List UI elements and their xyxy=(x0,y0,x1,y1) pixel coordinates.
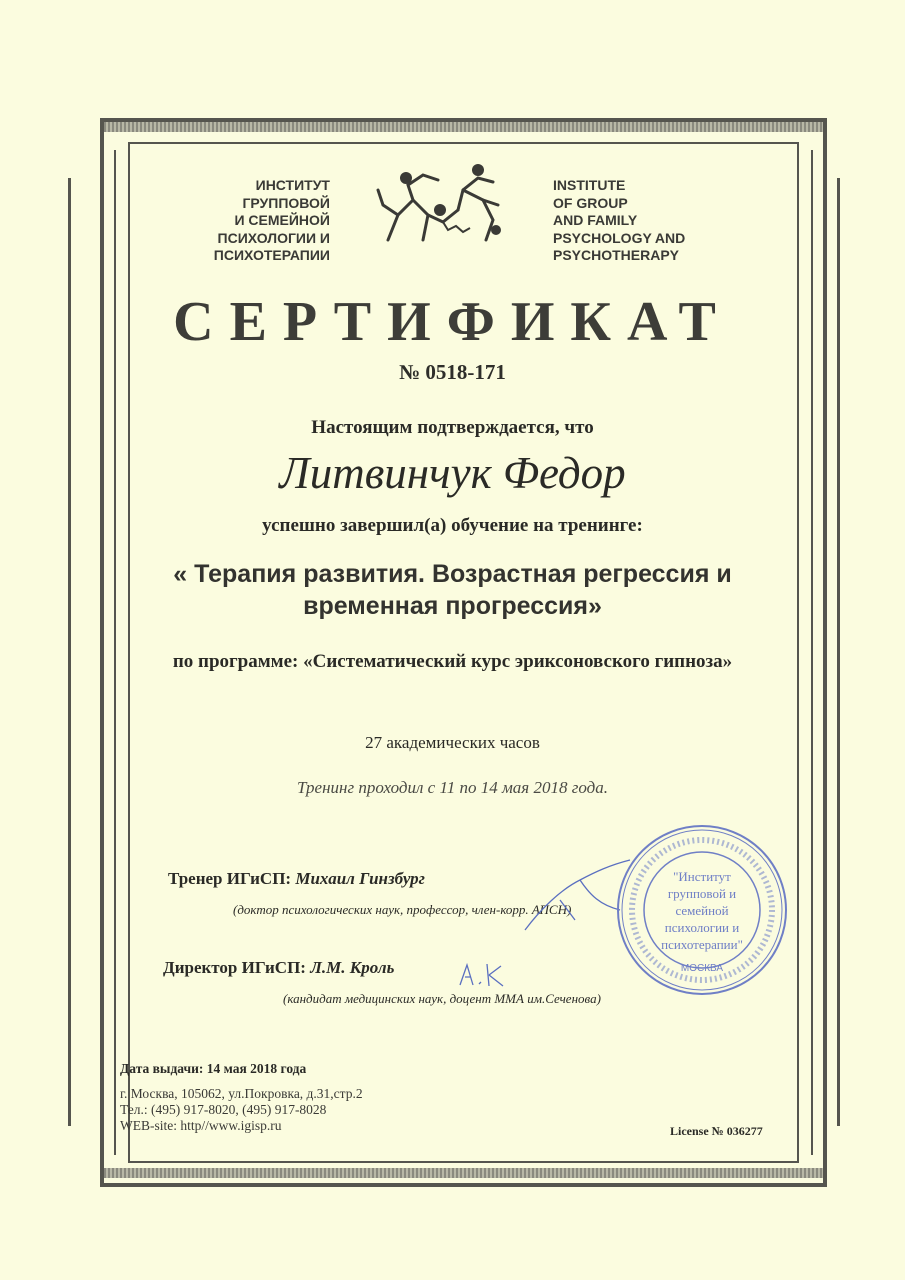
institute-name-ru: ИНСТИТУТ ГРУППОВОЙ И СЕМЕЙНОЙ ПСИХОЛОГИИ И ПСИХОТЕРАПИИ xyxy=(213,177,330,263)
training-dates: Тренинг проходил с 11 по 14 мая 2018 года. xyxy=(297,778,608,797)
website: WEB-site: http//www.igisp.ru xyxy=(120,1118,282,1133)
issue-date: Дата выдачи: 14 мая 2018 года xyxy=(120,1061,307,1076)
director-line xyxy=(163,958,394,978)
certificate-number: № 0518-171 xyxy=(399,360,506,384)
frame-band-top xyxy=(104,122,823,132)
academic-hours: 27 академических часов xyxy=(365,733,540,752)
phone: Тел.: (495) 917-8020, (495) 917-8028 xyxy=(120,1102,327,1117)
address: г. Москва, 105062, ул.Покровка, д.31,стр.2 xyxy=(120,1086,363,1101)
trainer-label: Тренер ИГиСП: xyxy=(168,869,292,888)
recipient-name: Литвинчук Федор xyxy=(279,448,626,498)
dancers-logo-icon xyxy=(368,160,508,250)
license-number: License № 036277 xyxy=(670,1124,763,1138)
director-label: Директор ИГиСП: xyxy=(163,958,306,977)
training-title: « Терапия развития. Возрастная регрессия и временная прогрессия» xyxy=(173,560,732,620)
frame-band-bottom xyxy=(104,1168,823,1178)
institute-stamp xyxy=(612,820,792,1000)
director-credentials: (кандидат медицинских наук, доцент ММА им.Сеченова) xyxy=(283,991,601,1006)
director-name: Л.М. Кроль xyxy=(310,958,395,977)
director-signature-icon xyxy=(455,960,515,990)
institute-name-en: INSTITUTE OF GROUP AND FAMILY PSYCHOLOGY AND PSYCHOTHERAPY xyxy=(553,177,686,263)
trainer-line xyxy=(168,869,425,889)
stamp-center-text: "Институт групповой и семейной психологии и психотерапии" xyxy=(661,869,743,952)
contact-block xyxy=(120,1086,363,1134)
trainer-credentials: (доктор психологических наук, профессор, член-корр. АПСН) xyxy=(233,902,572,917)
program-name: по программе: «Систематический курс эриксоновского гипноза» xyxy=(172,651,733,672)
confirm-text: Настоящим подтверждается, что xyxy=(311,417,594,438)
stamp-bottom-text: МОСКВА xyxy=(680,963,724,974)
completed-text: успешно завершил(а) обучение на тренинге: xyxy=(262,515,643,536)
certificate-title: СЕРТИФИКАТ xyxy=(173,291,732,353)
trainer-name: Михаил Гинзбург xyxy=(295,869,425,888)
